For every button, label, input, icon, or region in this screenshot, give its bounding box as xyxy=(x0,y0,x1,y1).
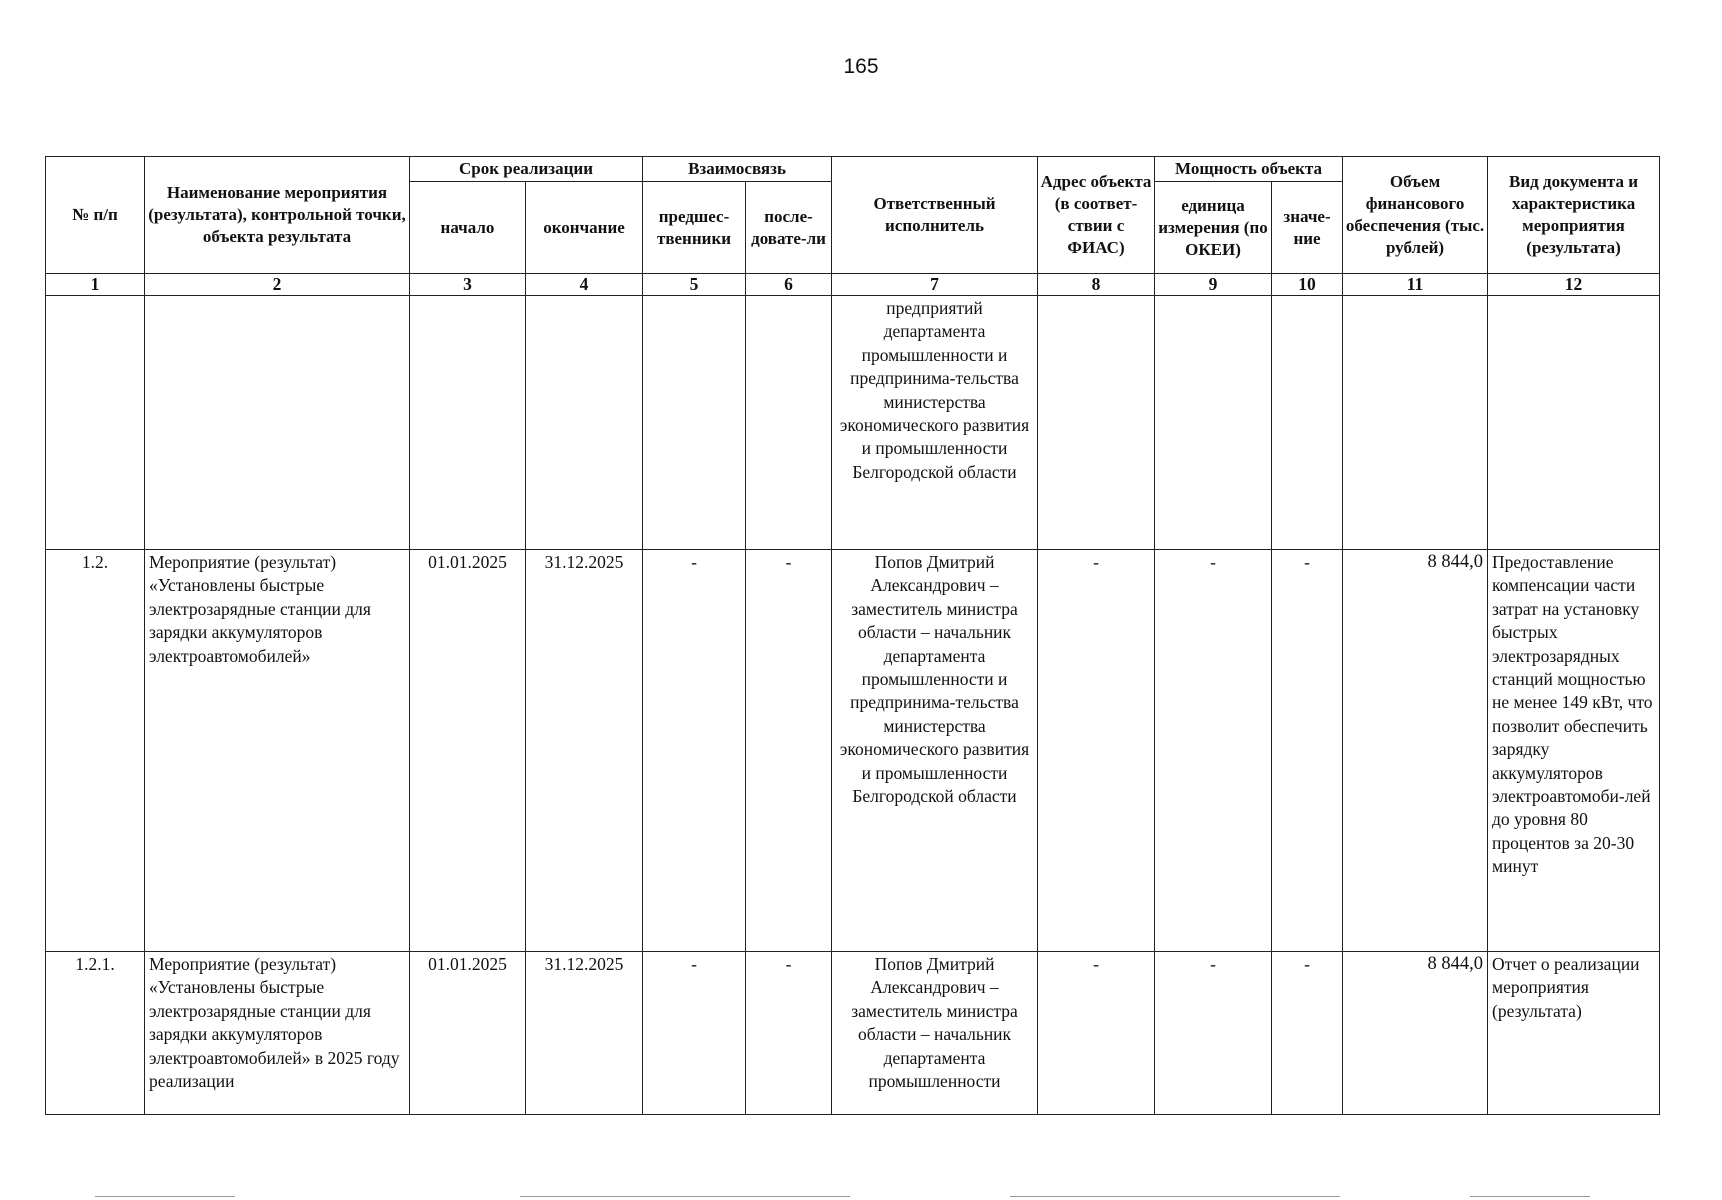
column-number: 4 xyxy=(526,274,643,296)
page-number: 165 xyxy=(843,55,879,78)
header-predecessors: предшес-твенники xyxy=(643,182,746,274)
row-value: - xyxy=(1272,952,1343,1115)
header-name: Наименование мероприятия (результата), контрольной точки, объекта результата xyxy=(145,157,410,274)
header-document: Вид документа и характеристика мероприятия (результата) xyxy=(1488,157,1660,274)
header-period-group: Срок реализации xyxy=(410,157,643,182)
row-name: Мероприятие (результат) «Установлены быстрые электрозарядные станции для зарядки аккумуляторов электроавтомобилей» xyxy=(145,550,410,952)
row-responsible: Попов Дмитрий Александрович – заместитель министра области – начальник департамента промышленности и предпринима-тельства министерства экономического развития и промышленности Белгородской области xyxy=(832,550,1038,952)
header-successors: после-довате-ли xyxy=(746,182,832,274)
header-address: Адрес объекта (в соответ-ствии с ФИАС) xyxy=(1038,157,1155,274)
row-number xyxy=(46,296,145,550)
scan-edge-line xyxy=(1470,1196,1590,1197)
row-document xyxy=(1488,296,1660,550)
row-predecessors xyxy=(643,296,746,550)
row-finance: 8 844,0 xyxy=(1343,550,1488,952)
row-unit xyxy=(1155,296,1272,550)
row-name: Мероприятие (результат) «Установлены быстрые электрозарядные станции для зарядки аккумуляторов электроавтомобилей» в 2025 году реализации xyxy=(145,952,410,1115)
row-successors: - xyxy=(746,952,832,1115)
row-end xyxy=(526,296,643,550)
header-number: № п/п xyxy=(46,157,145,274)
table-row xyxy=(46,296,1660,550)
column-number: 12 xyxy=(1488,274,1660,296)
row-document: Предоставление компенсации части затрат на установку быстрых электрозарядных станций мощностью не менее 149 кВт, что позволит обеспечить зарядку аккумуляторов электроавтомоби-лей до уровня 80 процентов за 20-30 минут xyxy=(1488,550,1660,952)
header-finance: Объем финансового обеспечения (тыс. рублей) xyxy=(1343,157,1488,274)
row-number: 1.2.1. xyxy=(46,952,145,1115)
column-number: 7 xyxy=(832,274,1038,296)
column-number: 3 xyxy=(410,274,526,296)
row-address xyxy=(1038,296,1155,550)
measures-table xyxy=(45,156,1660,1115)
row-value: - xyxy=(1272,550,1343,952)
row-finance xyxy=(1343,296,1488,550)
scan-edge-line xyxy=(95,1196,235,1197)
row-predecessors: - xyxy=(643,952,746,1115)
row-unit: - xyxy=(1155,952,1272,1115)
header-start: начало xyxy=(410,182,526,274)
row-responsible: предприятий департамента промышленности и предпринима-тельства министерства экономического развития и промышленности Белгородской области xyxy=(832,296,1038,550)
row-unit: - xyxy=(1155,550,1272,952)
row-start: 01.01.2025 xyxy=(410,952,526,1115)
row-successors xyxy=(746,296,832,550)
header-link-group: Взаимосвязь xyxy=(643,157,832,182)
row-predecessors: - xyxy=(643,550,746,952)
row-finance: 8 844,0 xyxy=(1343,952,1488,1115)
header-responsible: Ответственный исполнитель xyxy=(832,157,1038,274)
row-start: 01.01.2025 xyxy=(410,550,526,952)
column-number: 5 xyxy=(643,274,746,296)
header-end: окончание xyxy=(526,182,643,274)
row-responsible: Попов Дмитрий Александрович – заместитель министра области – начальник департамента промышленности xyxy=(832,952,1038,1115)
column-number: 11 xyxy=(1343,274,1488,296)
column-number: 1 xyxy=(46,274,145,296)
row-document: Отчет о реализации мероприятия (результата) xyxy=(1488,952,1660,1115)
row-value xyxy=(1272,296,1343,550)
column-number: 6 xyxy=(746,274,832,296)
column-number: 2 xyxy=(145,274,410,296)
row-end: 31.12.2025 xyxy=(526,550,643,952)
row-start xyxy=(410,296,526,550)
header-unit: единица измерения (по ОКЕИ) xyxy=(1155,182,1272,274)
column-numbers-row xyxy=(46,274,1660,296)
table-row xyxy=(46,550,1660,952)
row-name xyxy=(145,296,410,550)
header-value: значе-ние xyxy=(1272,182,1343,274)
row-address: - xyxy=(1038,550,1155,952)
column-number: 8 xyxy=(1038,274,1155,296)
header-capacity-group: Мощность объекта xyxy=(1155,157,1343,182)
row-address: - xyxy=(1038,952,1155,1115)
table-row xyxy=(46,952,1660,1115)
row-successors: - xyxy=(746,550,832,952)
scan-edge-line xyxy=(1010,1196,1340,1197)
scan-edge-line xyxy=(520,1196,850,1197)
row-end: 31.12.2025 xyxy=(526,952,643,1115)
row-number: 1.2. xyxy=(46,550,145,952)
column-number: 9 xyxy=(1155,274,1272,296)
column-number: 10 xyxy=(1272,274,1343,296)
